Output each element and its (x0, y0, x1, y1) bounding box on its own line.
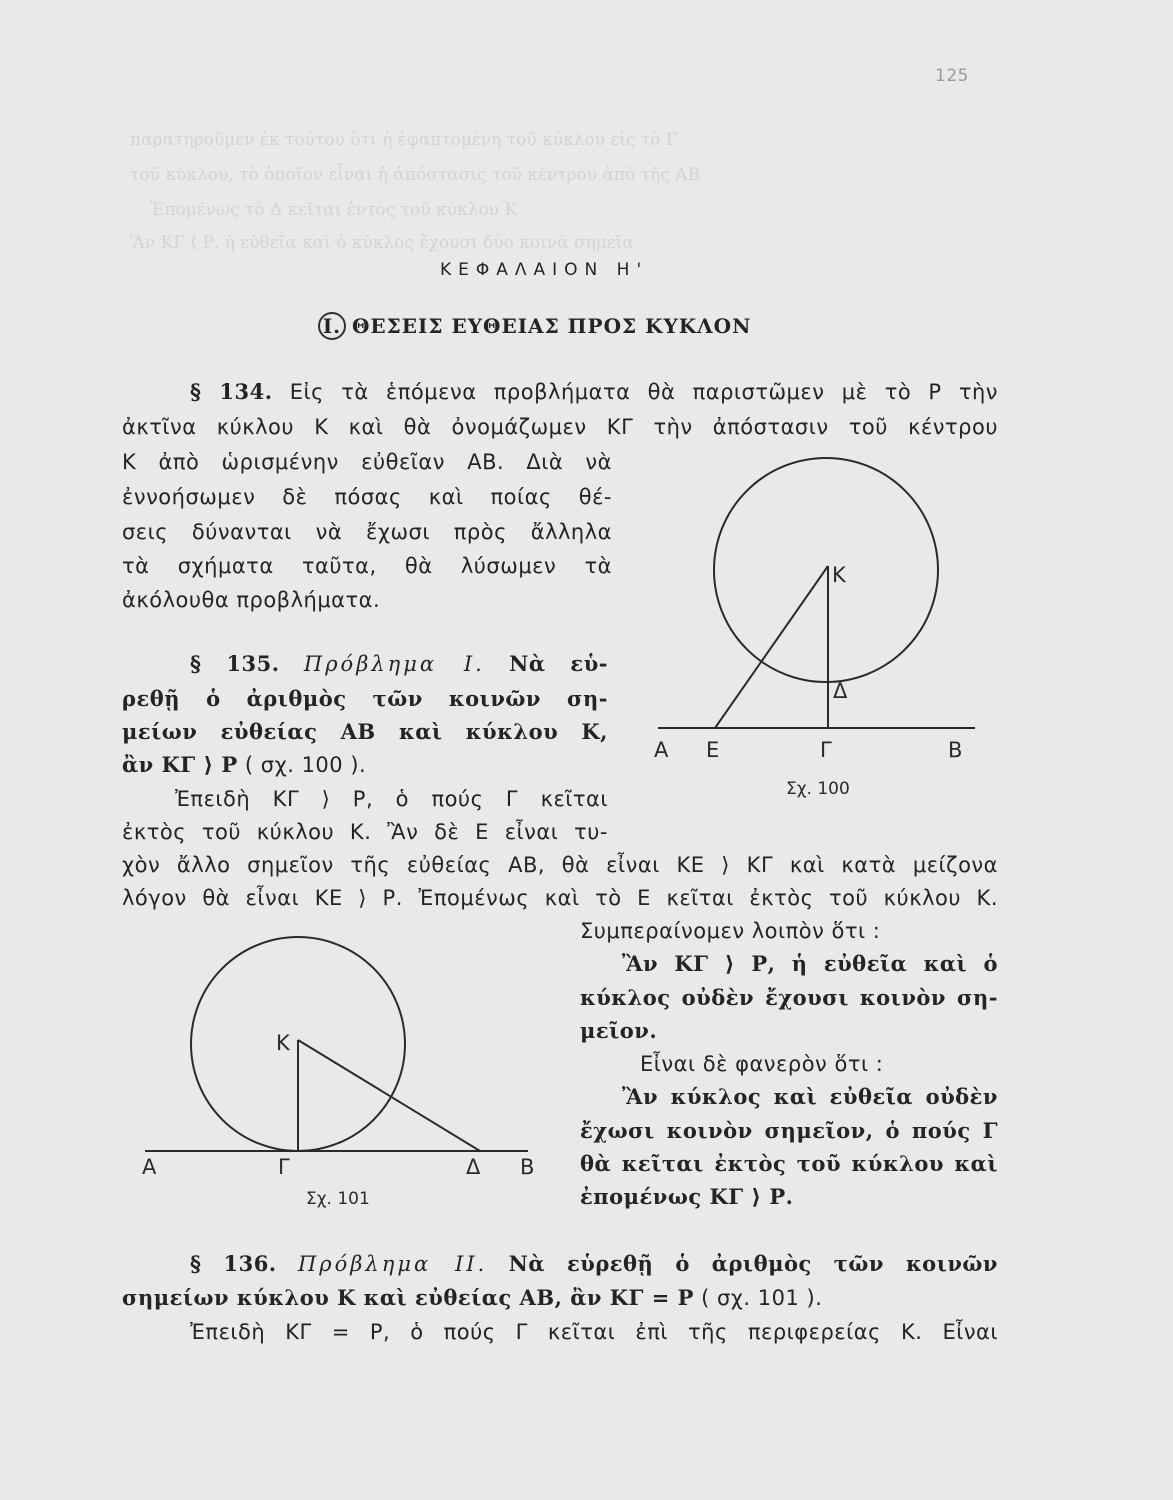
figure-100-label-e: Ε (706, 738, 720, 762)
problem-label: Πρόβλημα Ι. (303, 652, 485, 676)
bleed-through-line: Ἂν ΚΓ ⟨ Ρ, ἡ εὐθεῖα καὶ ὁ κύκλος ἔχουσι δύο κοινὰ σημεῖα (130, 233, 634, 253)
figure-100-label-a: Α (654, 738, 669, 762)
figure-reference: ( σχ. 100 ). (244, 753, 367, 777)
figure-100 (658, 458, 975, 728)
figure-100-label-g: Γ (820, 738, 832, 762)
problem-statement: Νὰ εὑ- (509, 651, 608, 676)
conclusion-line: κύκλος οὐδὲν ἔχουσι κοινὸν ση- (580, 985, 998, 1010)
problem-statement: σημείων κύκλου Κ καὶ εὐθείας ΑΒ, ἂν ΚΓ = Ρ (122, 1285, 694, 1310)
figure-101-label-b: Β (520, 1155, 535, 1179)
paragraph-135-line: λόγον θὰ εἶναι ΚΕ ⟩ Ρ. Ἐπομένως καὶ τὸ Ε κεῖται ἐκτὸς τοῦ κύκλου Κ. (122, 886, 998, 910)
figure-100-label-b: Β (948, 738, 963, 762)
converse-intro: Εἶναι δὲ φανερὸν ὅτι : (640, 1052, 884, 1076)
figure-101-label-k: Κ (276, 1031, 290, 1055)
figure-100-line-ke (715, 566, 828, 728)
figure-101-line-kd (298, 1040, 480, 1151)
paragraph-134-line: τὰ σχήματα ταῦτα, θὰ λύσωμεν τὰ (122, 554, 612, 578)
conclusion-line: μεῖον. (580, 1018, 658, 1043)
figure-100-caption: Σχ. 100 (786, 779, 850, 799)
problem-condition: ἂν ΚΓ ⟩ Ρ (122, 752, 238, 777)
problem-statement: Νὰ εὑρεθῇ ὁ ἀριθμὸς τῶν κοινῶν (508, 1251, 998, 1276)
conclusion-line: Ἂν ΚΓ ⟩ Ρ, ἡ εὐθεῖα καὶ ὁ (622, 951, 998, 976)
conclusion-intro: Συμπεραίνομεν λοιπὸν ὅτι : (580, 919, 881, 943)
figure-reference: ( σχ. 101 ). (701, 1286, 823, 1310)
paragraph-135-line: μείων εὐθείας ΑΒ καὶ κύκλου Κ, (122, 719, 608, 744)
section-mark: § 134. (190, 379, 273, 404)
paragraph-135-line: Ἐπειδὴ ΚΓ ⟩ Ρ, ὁ πούς Γ κεῖται (175, 787, 608, 811)
paragraph-134-line: Κ ἀπὸ ὡρισμένην εὐθεῖαν ΑΒ. Διὰ νὰ (122, 450, 612, 474)
paragraph-135-line: ρεθῇ ὁ ἀριθμὸς τῶν κοινῶν ση- (122, 686, 608, 711)
section-title: ΘΕΣΕΙΣ ΕΥΘΕΙΑΣ ΠΡΟΣ ΚΥΚΛΟΝ (352, 314, 752, 338)
paragraph-136-line: Ἐπειδὴ ΚΓ = Ρ, ὁ πούς Γ κεῖται ἐπὶ τῆς περιφερείας Κ. Εἶναι (190, 1320, 998, 1344)
bleed-through-line: Ἐπομένως τὸ Δ κεῖται ἐντὸς τοῦ κύκλου Κ (150, 200, 518, 220)
paragraph-134-line: ἀκόλουθα προβλήματα. (122, 588, 381, 612)
bleed-through-line: τοῦ κύκλου, τὸ ὁποῖον εἶναι ἡ ἀπόστασις τοῦ κέντρου ἀπὸ τῆς ΑΒ (130, 165, 701, 185)
converse-line: Ἂν κύκλος καὶ εὐθεῖα οὐδὲν (622, 1084, 998, 1109)
figure-101-label-a: Α (142, 1155, 157, 1179)
problem-label: Πρόβλημα ΙΙ. (297, 1252, 488, 1276)
paragraph-134-line: ἀκτῖνα κύκλου Κ καὶ θὰ ὀνομάζωμεν ΚΓ τὴν ἀπόστασιν τοῦ κέντρου (122, 415, 998, 439)
converse-line: θὰ κεῖται ἐκτὸς τοῦ κύκλου καὶ (580, 1151, 998, 1176)
paragraph-134-line: σεις δύνανται νὰ ἔχωσι πρὸς ἄλληλα (122, 520, 612, 544)
bleed-through-line: παρατηροῦμεν ἐκ τούτου ὅτι ἡ ἐφαπτομένη τοῦ κύκλου εἰς τὸ Γ (130, 130, 678, 150)
section-number: I. (318, 312, 346, 340)
chapter-title: ΚΕΦΑΛΑΙΟΝ Η' (440, 260, 649, 280)
converse-line: ἔχωσι κοινὸν σημεῖον, ὁ πούς Γ (580, 1118, 998, 1143)
paragraph-135-line: χὸν ἄλλο σημεῖον τῆς εὐθείας ΑΒ, θὰ εἶναι ΚΕ ⟩ ΚΓ καὶ κατὰ μείζονα (122, 853, 998, 877)
figure-101-label-d: Δ (466, 1155, 481, 1179)
section-mark: § 136. (190, 1251, 277, 1276)
section-mark: § 135. (190, 651, 280, 676)
figure-101 (145, 937, 528, 1151)
paragraph-134-line: ἐννοήσωμεν δὲ πόσας καὶ ποίας θέ- (122, 485, 612, 509)
figure-101-caption: Σχ. 101 (306, 1189, 370, 1209)
figure-100-label-d: Δ (833, 679, 848, 703)
paragraph-135-line: ἐκτὸς τοῦ κύκλου Κ. Ἂν δὲ Ε εἶναι τυ- (122, 820, 608, 844)
converse-line: ἐπομένως ΚΓ ⟩ Ρ. (580, 1184, 794, 1209)
page-number: 125 (935, 66, 969, 86)
figure-101-label-g: Γ (278, 1155, 290, 1179)
paragraph-text: Εἰς τὰ ἑπόμενα προβλήματα θὰ παριστῶμεν μὲ τὸ Ρ τὴν (289, 380, 998, 404)
figure-100-label-k: Κ (832, 563, 846, 587)
